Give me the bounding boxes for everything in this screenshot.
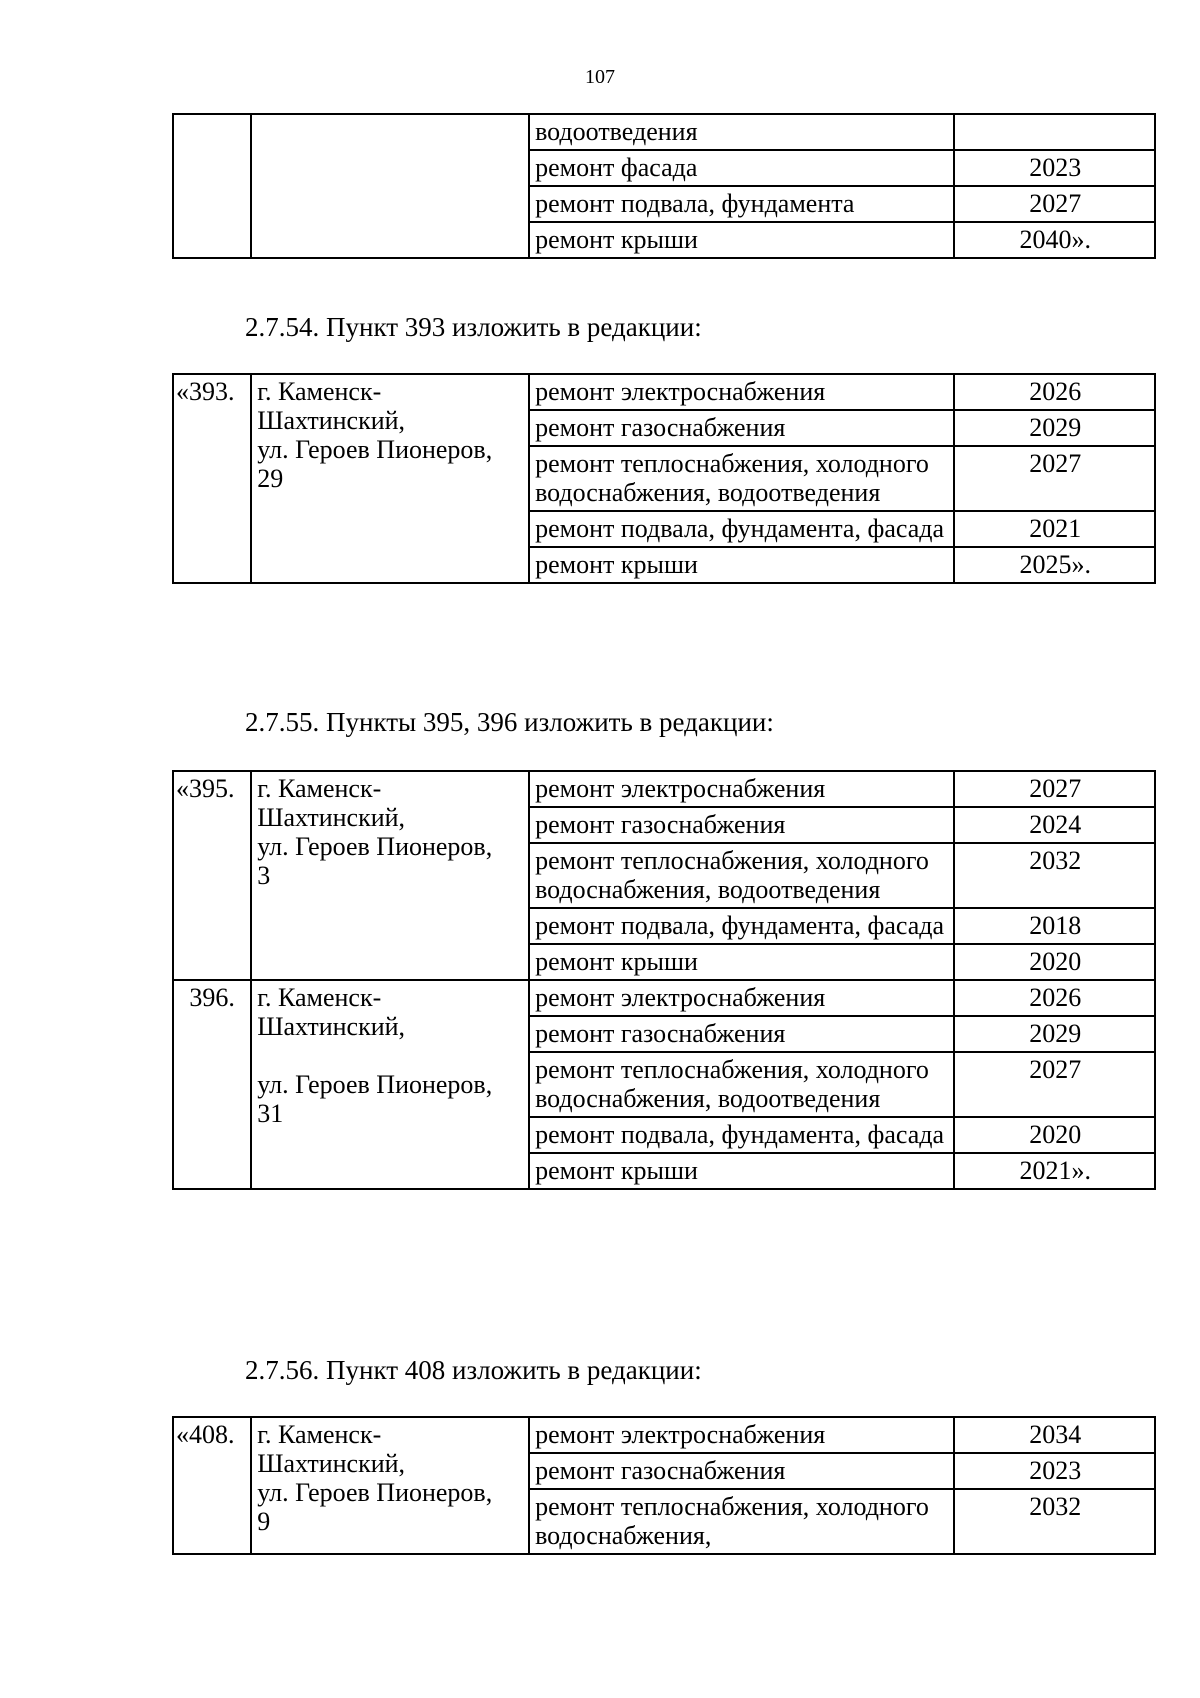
address-line: 9: [257, 1507, 271, 1536]
address-line: Шахтинский,: [257, 1449, 406, 1478]
paragraph-2-7-55: 2.7.55. Пункты 395, 396 изложить в редакции:: [245, 707, 774, 737]
work-year: [954, 114, 1155, 150]
work-type: ремонт подвала, фундамента, фасада: [529, 908, 954, 944]
work-year: 2026: [954, 980, 1155, 1016]
address-line: 3: [257, 861, 271, 890]
work-year: 2027: [954, 771, 1155, 807]
item-number: «393.: [173, 374, 251, 583]
work-type: ремонт электроснабжения: [529, 980, 954, 1016]
address-line: Шахтинский,: [257, 406, 406, 435]
work-year: 2027: [954, 1052, 1155, 1117]
repair-table-408: [172, 1416, 1156, 1555]
address-line: ул. Героев Пионеров,: [257, 435, 493, 464]
work-year: 2032: [954, 1489, 1155, 1554]
repair-table-393: [172, 373, 1156, 584]
work-year: 2040».: [954, 222, 1155, 258]
work-year: 2026: [954, 374, 1155, 410]
work-year: 2029: [954, 1016, 1155, 1052]
work-year: 2023: [954, 150, 1155, 186]
work-type: ремонт электроснабжения: [529, 771, 954, 807]
work-type: ремонт крыши: [529, 547, 954, 583]
page-number: 107: [585, 66, 615, 88]
address-cell: [251, 374, 529, 583]
paragraph-2-7-54: 2.7.54. Пункт 393 изложить в редакции:: [245, 312, 702, 342]
address-line: г. Каменск-: [257, 1420, 382, 1449]
work-type: ремонт подвала, фундамента: [529, 186, 954, 222]
work-type: ремонт подвала, фундамента, фасада: [529, 511, 954, 547]
work-type: ремонт крыши: [529, 1153, 954, 1189]
work-type: ремонт подвала, фундамента, фасада: [529, 1117, 954, 1153]
work-year: 2025».: [954, 547, 1155, 583]
work-type: ремонт крыши: [529, 944, 954, 980]
work-year: 2021: [954, 511, 1155, 547]
work-type: ремонт электроснабжения: [529, 1417, 954, 1453]
item-number: [173, 114, 251, 258]
work-year: 2020: [954, 1117, 1155, 1153]
address-line: г. Каменск-: [257, 774, 382, 803]
address-line: Шахтинский,: [257, 803, 406, 832]
address-line: г. Каменск-: [257, 377, 382, 406]
address-cell: [251, 771, 529, 980]
work-year: 2034: [954, 1417, 1155, 1453]
repair-table-continuation: [172, 113, 1156, 259]
address-line: Шахтинский,: [257, 1012, 406, 1041]
work-type: ремонт теплоснабжения, холодного водоснабжения,: [529, 1489, 954, 1554]
work-type: ремонт газоснабжения: [529, 1016, 954, 1052]
work-type: ремонт теплоснабжения, холодного водоснабжения, водоотведения: [529, 843, 954, 908]
address-line: ул. Героев Пионеров,: [257, 832, 493, 861]
table-row: [173, 771, 1155, 807]
address-line: [257, 1041, 524, 1070]
address-cell: [251, 114, 529, 258]
work-year: 2032: [954, 843, 1155, 908]
table-row: [173, 114, 1155, 150]
address-line: ул. Героев Пионеров,: [257, 1070, 493, 1099]
address-line: г. Каменск-: [257, 983, 382, 1012]
work-year: 2027: [954, 186, 1155, 222]
work-type: ремонт электроснабжения: [529, 374, 954, 410]
work-year: 2023: [954, 1453, 1155, 1489]
work-type: ремонт теплоснабжения, холодного водоснабжения, водоотведения: [529, 1052, 954, 1117]
work-type: ремонт крыши: [529, 222, 954, 258]
item-number: «408.: [173, 1417, 251, 1554]
work-year: 2027: [954, 446, 1155, 511]
repair-table-395-396: [172, 770, 1156, 1190]
work-type: ремонт газоснабжения: [529, 410, 954, 446]
address-line: ул. Героев Пионеров,: [257, 1478, 493, 1507]
table-row: [173, 374, 1155, 410]
work-year: 2029: [954, 410, 1155, 446]
work-year: 2024: [954, 807, 1155, 843]
table-row: [173, 980, 1155, 1016]
address-cell: [251, 980, 529, 1189]
work-year: 2020: [954, 944, 1155, 980]
paragraph-2-7-56: 2.7.56. Пункт 408 изложить в редакции:: [245, 1355, 702, 1385]
work-type: водоотведения: [529, 114, 954, 150]
address-line: 29: [257, 464, 284, 493]
work-type: ремонт фасада: [529, 150, 954, 186]
item-number: 396.: [173, 980, 251, 1189]
work-type: ремонт газоснабжения: [529, 807, 954, 843]
work-year: 2021».: [954, 1153, 1155, 1189]
item-number: «395.: [173, 771, 251, 980]
address-cell: [251, 1417, 529, 1554]
address-line: 31: [257, 1099, 284, 1128]
work-type: ремонт газоснабжения: [529, 1453, 954, 1489]
table-row: [173, 1417, 1155, 1453]
work-year: 2018: [954, 908, 1155, 944]
work-type: ремонт теплоснабжения, холодного водоснабжения, водоотведения: [529, 446, 954, 511]
